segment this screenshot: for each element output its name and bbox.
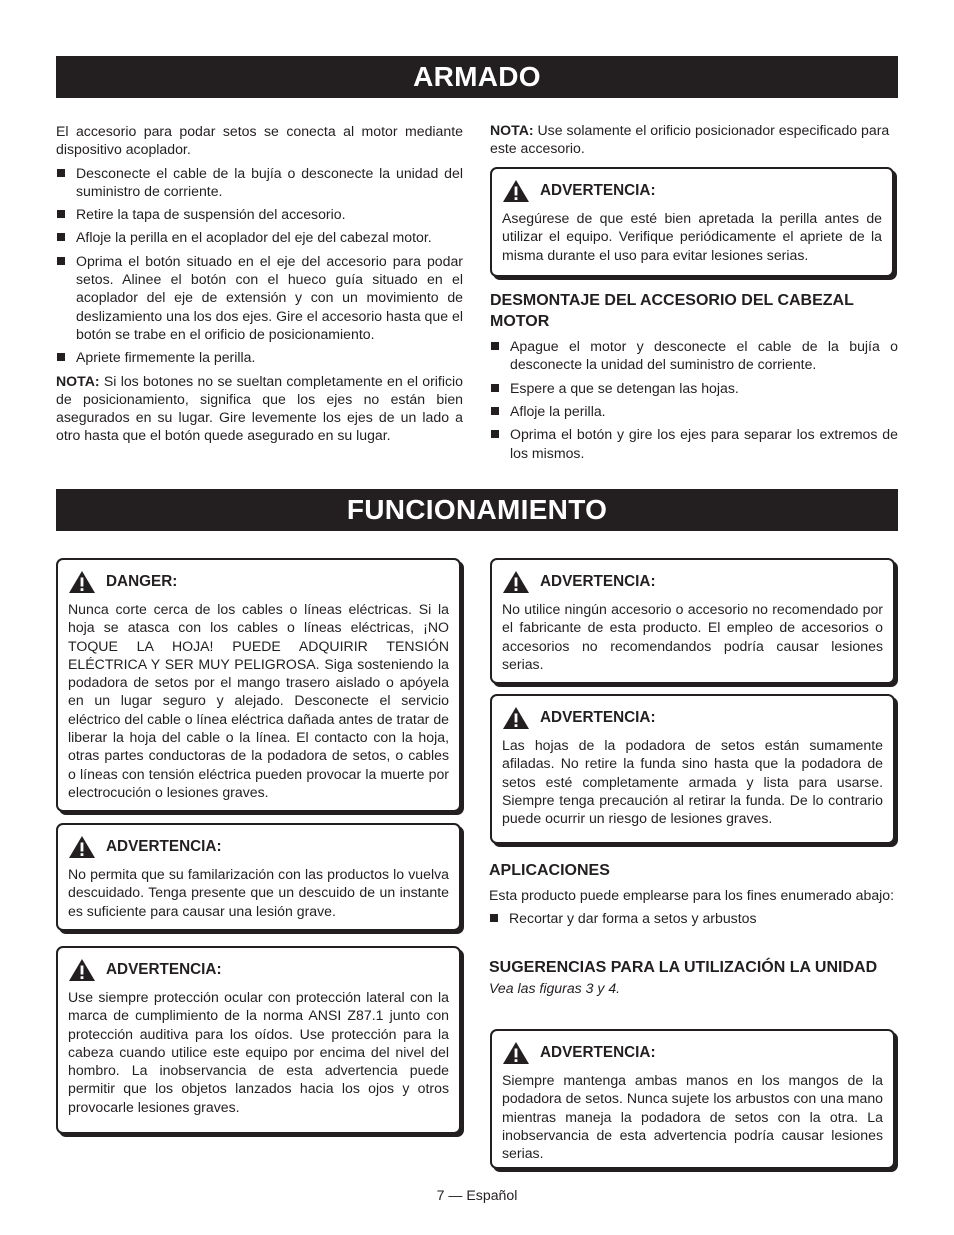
warning-title: ADVERTENCIA: xyxy=(540,1043,656,1061)
suggestions-heading: SUGERENCIAS PARA LA UTILIZACIÓN LA UNIDAD xyxy=(489,959,878,976)
list-item: Retire la tapa de suspensión del accesorio. xyxy=(56,205,463,223)
warning-header xyxy=(502,1041,883,1065)
warning-title: ADVERTENCIA: xyxy=(540,181,656,199)
suggestions-section xyxy=(489,958,897,997)
armado-banner: ARMADO xyxy=(56,56,898,98)
warning-box-accessories xyxy=(490,558,895,684)
list-item: Afloje la perilla en el acoplador del eje del cabezal motor. xyxy=(56,228,463,246)
warning-box-sharp-blades xyxy=(490,694,895,844)
list-item: Espere a que se detengan las hojas. xyxy=(490,379,898,397)
warning-header xyxy=(502,570,883,594)
warning-triangle-icon xyxy=(502,570,530,594)
applications-list xyxy=(489,909,897,927)
warning-triangle-icon xyxy=(502,706,530,730)
list-item: Apague el motor y desconecte el cable de la bujía o desconecte la unidad del suministro de corriente. xyxy=(490,337,898,374)
danger-text: Nunca corte cerca de los cables o líneas eléctricas. Si la hoja se atasca con los cables o líneas eléctricas, ¡NO TOQUE LA HOJA! PUEDE ADQUIRIR TENSIÓN ELÉCTRICA Y SER MUY PELIGROSA. Siga sosteniendo la podadora de setos por el mango trasero aislado o apóyela en un lugar seguro y alejado. Desconecte el servicio eléctrico del cable o línea eléctrica dañada antes de tratar de liberar la hoja del cable o la línea. El contacto con la hoja, otras partes conductoras de la podadora de setos, o cables o líneas con tensión eléctrica pueden provocar la muerte por electrocución o lesiones graves. xyxy=(68,601,449,800)
danger-title: DANGER: xyxy=(106,572,178,590)
removal-section xyxy=(490,291,898,462)
warning-header xyxy=(502,706,883,730)
danger-box-power-lines xyxy=(56,558,461,812)
warning-box-knob xyxy=(490,167,894,277)
warning-triangle-icon xyxy=(502,179,530,203)
list-item: Afloje la perilla. xyxy=(490,402,898,420)
note-text: Si los botones no se sueltan completamente en el orificio de posicionamiento, significa que los ejes no están bien asegurados en su lugar. Gire levemente los ejes de un lado a otro hasta que el botón quede asegurado en su lugar. xyxy=(56,372,463,444)
warning-box-eye-protection xyxy=(56,946,461,1134)
list-item: Recortar y dar forma a setos y arbustos xyxy=(489,909,897,927)
warning-box-familiarity xyxy=(56,823,461,931)
list-item: Oprima el botón situado en el eje del accesorio para podar setos. Alinee el botón con el hueco guía situado en el acoplador del eje de extensión y con un movimiento de deslizamiento una los dos ejes. Gire el accesorio hasta que el botón se trabe en el orificio de posicionamiento. xyxy=(56,252,463,343)
list-item: Oprima el botón y gire los ejes para separar los extremos de los mismos. xyxy=(490,425,898,462)
armado-steps-list xyxy=(56,164,463,367)
note-label: NOTA: xyxy=(490,122,534,138)
warning-triangle-icon xyxy=(68,958,96,982)
funcionamiento-banner: FUNCIONAMIENTO xyxy=(56,489,898,531)
warning-title: ADVERTENCIA: xyxy=(540,708,656,726)
list-item: Apriete firmemente la perilla. xyxy=(56,348,463,366)
applications-text: Esta producto puede emplearse para los fines enumerado abajo: xyxy=(489,886,895,903)
warning-triangle-icon xyxy=(68,835,96,859)
warning-header xyxy=(68,958,449,982)
danger-header xyxy=(68,570,449,594)
warning-triangle-icon xyxy=(502,1041,530,1065)
armado-left-column xyxy=(56,122,463,445)
page-number: 7 — Español xyxy=(436,1187,518,1203)
armado-intro: El accesorio para podar setos se conecta al motor mediante dispositivo acoplador. xyxy=(56,123,463,158)
note-label: NOTA: xyxy=(56,372,100,389)
armado-note xyxy=(56,372,463,445)
armado-right-note xyxy=(490,121,898,158)
list-item: Desconecte el cable de la bujía o desconecte la unidad del suministro de corriente. xyxy=(56,164,463,201)
warning-text: No permita que su familarización con las productos lo vuelva descuidado. Tenga presente que un descuido de un instante es suficiente para causar una lesión grave. xyxy=(68,866,449,919)
removal-heading: DESMONTAJE DEL ACCESORIO DEL CABEZAL MOTOR xyxy=(490,292,854,330)
warning-text: Use siempre protección ocular con protección lateral con la marca de cumplimiento de la norma ANSI Z87.1 junto con protección auditiva para los oídos. Use protección para la cabeza cuando utilice este equipo por encima del nivel del hombro. La inobservancia de esta advertencia puede permitir que los objetos lanzados hacia los ojos y otros provocarle lesiones graves. xyxy=(68,989,449,1115)
warning-header xyxy=(68,835,449,859)
warning-header xyxy=(502,179,882,203)
warning-title: ADVERTENCIA: xyxy=(106,837,222,855)
warning-title: ADVERTENCIA: xyxy=(540,572,656,590)
warning-box-both-hands xyxy=(490,1029,895,1169)
warning-text: Siempre mantenga ambas manos en los mangos de la podadora de setos. Nunca sujete los arbustos con una mano mientras maneja la podadora de setos con la otra. La inobservancia de esta advertencia podría causar lesiones serias. xyxy=(502,1072,883,1162)
applications-section xyxy=(489,861,897,927)
warning-text: Las hojas de la podadora de setos están sumamente afiladas. No retire la funda sino hasta que la podadora de setos esté completamente armada y lista para usarse. Siempre tenga precaución al retirar la funda. De lo contrario puede ocurrir un riesgo de lesiones graves. xyxy=(502,737,883,827)
warning-text: Asegúrese de que esté bien apretada la perilla antes de utilizar el equipo. Verifique periódicamente el apriete de la misma durante el uso para evitar lesiones serias. xyxy=(502,210,882,263)
armado-right-note-text xyxy=(490,121,898,158)
note-text: Use solamente el orificio posicionador especificado para este accesorio. xyxy=(490,122,890,157)
removal-steps-list xyxy=(490,337,898,462)
warning-title: ADVERTENCIA: xyxy=(106,960,222,978)
warning-text: No utilice ningún accesorio o accesorio no recomendado por el fabricante de esta producto. El empleo de accesorios o accesorios no recomendandos podría causar lesiones serias. xyxy=(502,601,883,672)
warning-triangle-icon xyxy=(68,570,96,594)
applications-heading: APLICACIONES xyxy=(489,862,610,879)
suggestions-figure-ref: Vea las figuras 3 y 4. xyxy=(489,979,621,996)
